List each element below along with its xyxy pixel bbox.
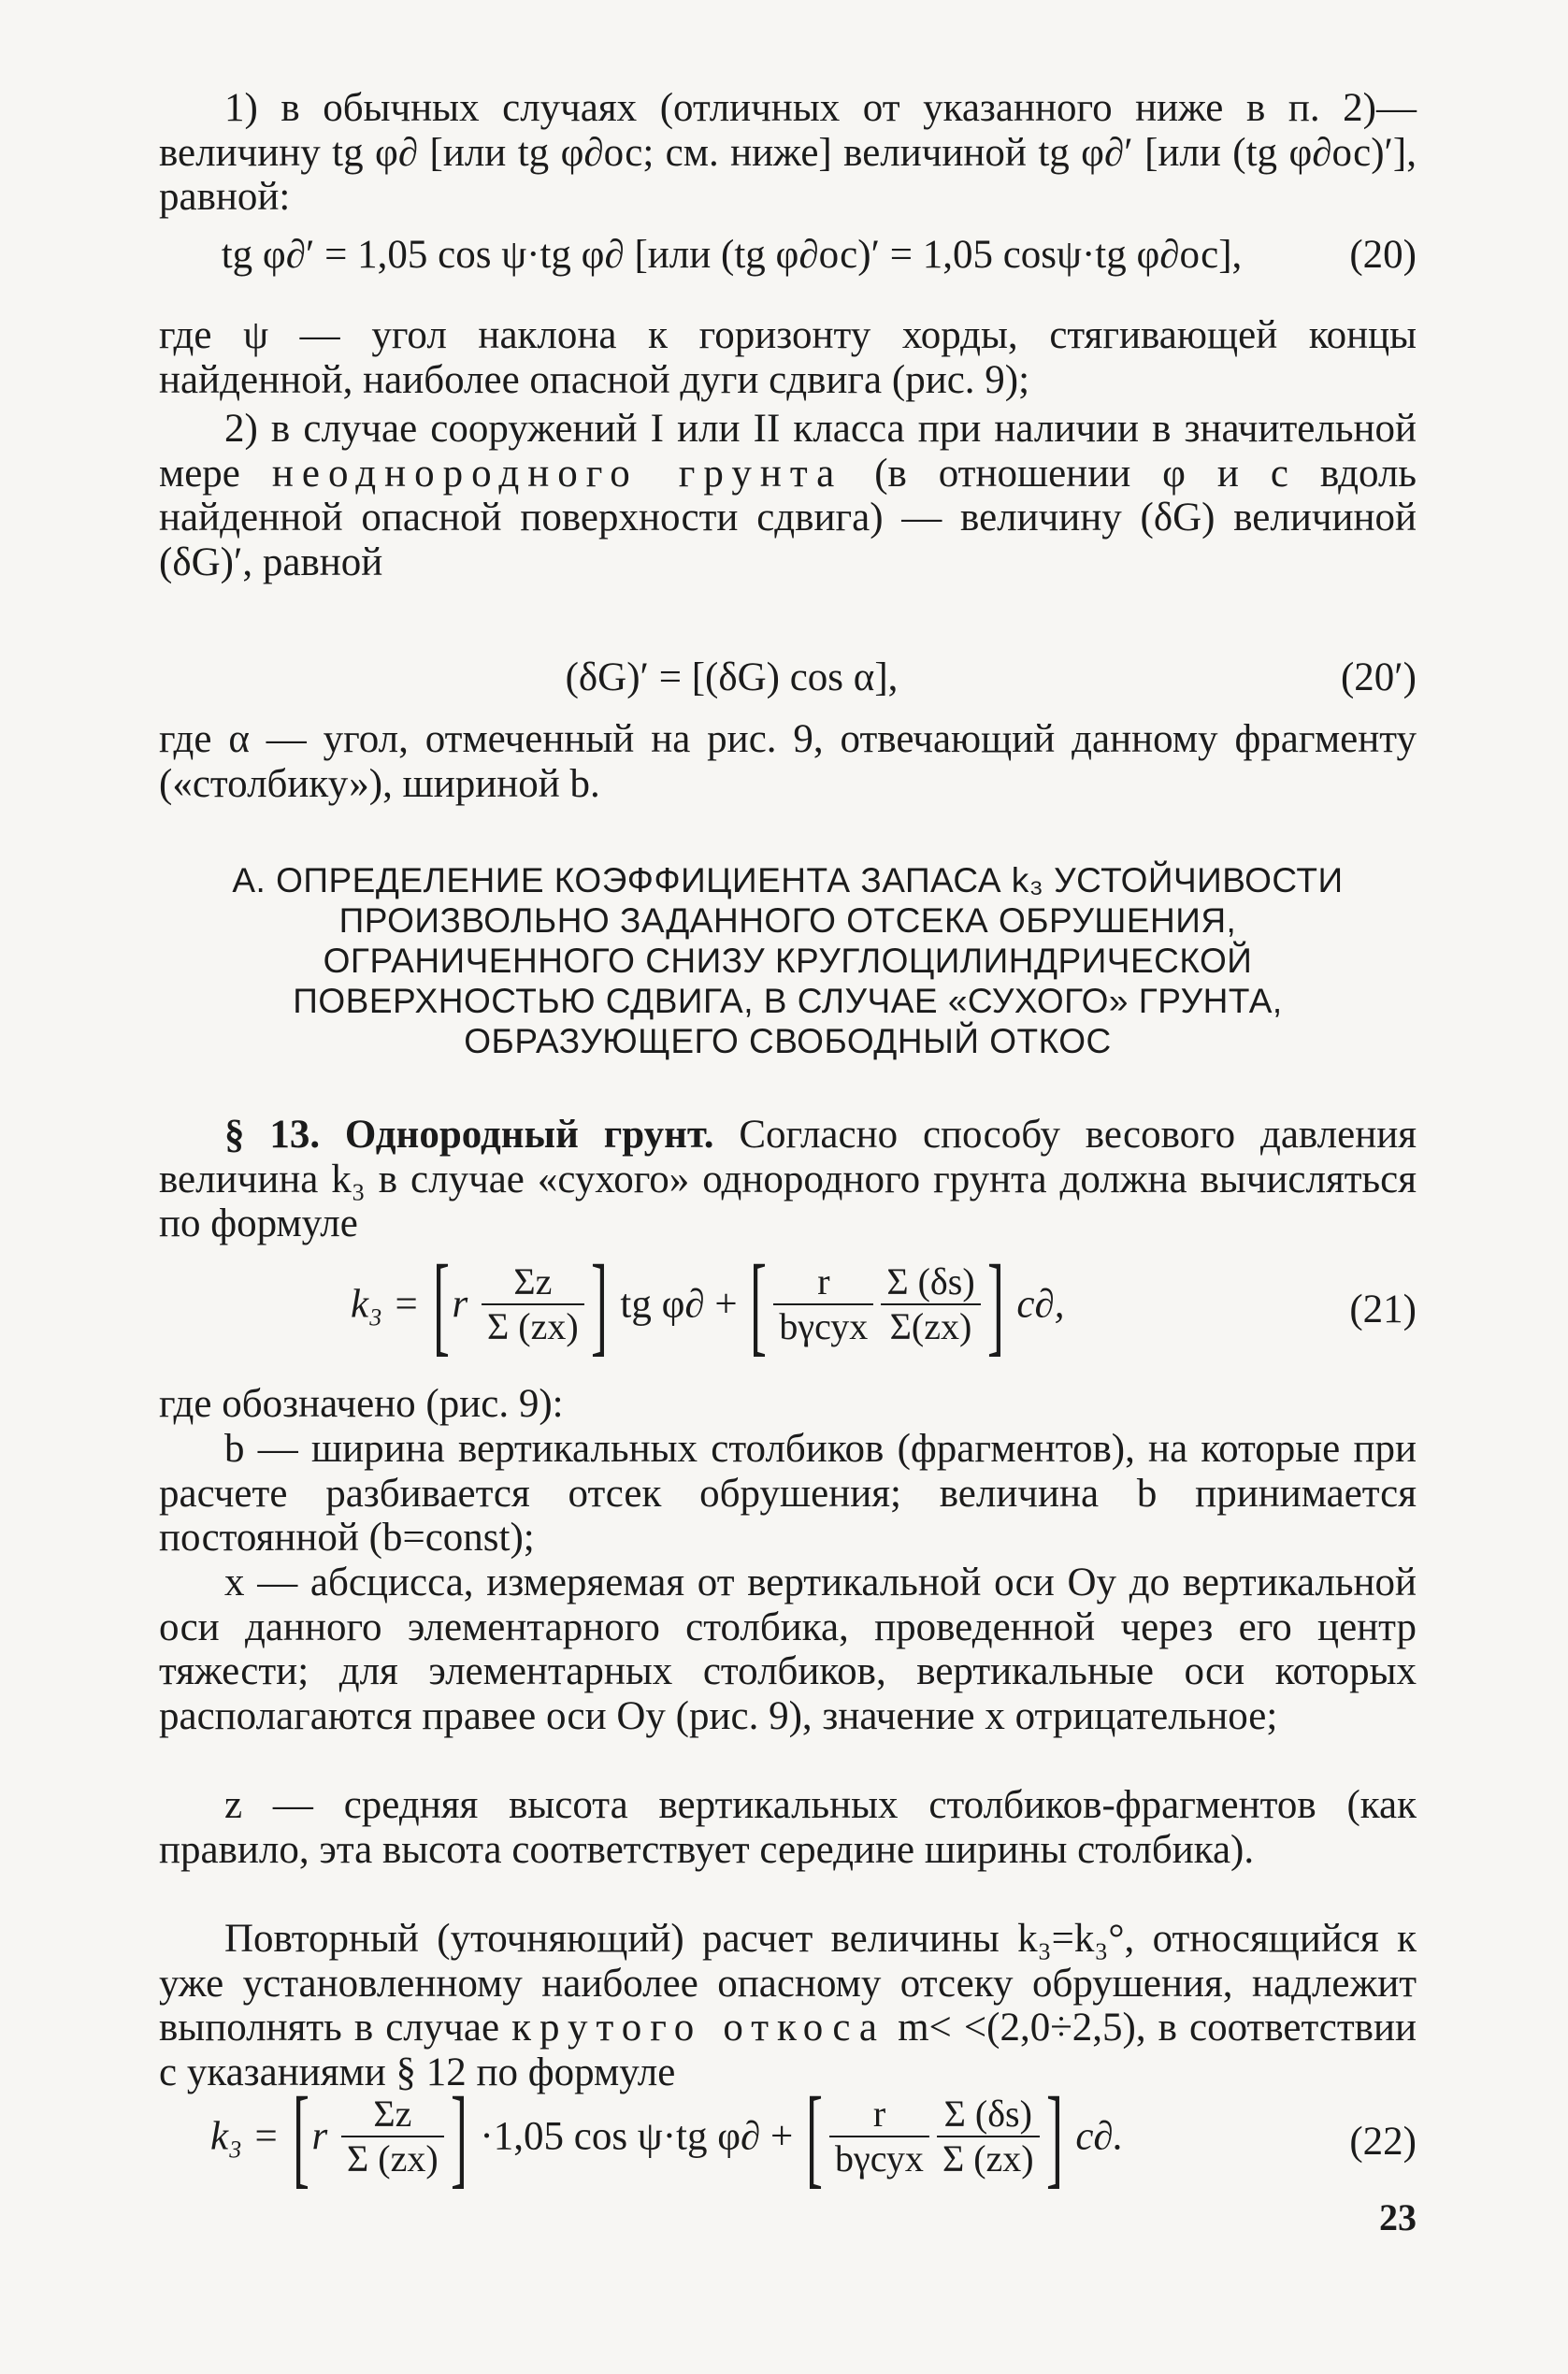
- section-13-paragraph: [159, 1113, 1417, 1246]
- equation-20-prime-number: (20′): [1340, 655, 1417, 699]
- equation-21: [159, 1242, 1417, 1374]
- definition-b: b — ширина вертикальных столбиков (фрагментов), на которые при расчете разбивается отсек обрушения; величина b принимается постоянной (b=const);: [159, 1427, 1417, 1560]
- item-2-part-a: 2) в случае сооружений I или II класса при наличии в значительной мере: [159, 407, 1417, 496]
- heading-line: ПРОИЗВОЛЬНО ЗАДАННОГО ОТСЕКА ОБРУШЕНИЯ,: [338, 901, 1237, 940]
- equation-20-prime: [159, 655, 1417, 711]
- equation-20-formula: tg φ∂′ = 1,05 cos ψ·tg φ∂ [или (tg φ∂ос)′ = 1,05 cosψ·tg φ∂ос],: [221, 233, 1243, 277]
- equation-20-prime-formula: (δG)′ = [(δG) cos α],: [565, 655, 899, 699]
- item-1-where: где ψ — угол наклона к горизонту хорды, стягивающей концы найденной, наиболее опасной дуги сдвига (рис. 9);: [159, 313, 1417, 402]
- equation-21-fraction-1: $\frac{\Sigma z}{\Sigma (zx)}$: [482, 1260, 584, 1348]
- equation-22-lhs: k₃ =: [210, 2114, 280, 2159]
- equation-21-lhs: k₃ =: [351, 1282, 420, 1327]
- section-heading: [159, 860, 1417, 1061]
- equation-20: [159, 232, 1417, 288]
- repeat-spaced-emphasis: крутого откоса: [511, 2006, 886, 2050]
- equation-21-fraction-3: $\frac{\Sigma (\delta s)}{\Sigma(zx)}$: [881, 1260, 980, 1348]
- definitions-intro: где обозначено (рис. 9):: [159, 1382, 564, 1426]
- equation-21-formula: k₃ = [r $\frac{\Sigma z}{\Sigma (zx)}$ ] tg φ∂ + [ $\frac{r}{\text{bγсух}}$ $\frac{\Sigma (\delta s)}{\Sigma(zx)}$ ] c∂,: [351, 1242, 1065, 1366]
- equation-20-number: (20): [1349, 233, 1417, 277]
- item-2-spaced-emphasis: неоднородного грунта: [271, 451, 843, 496]
- equation-21-mid: tg φ∂ +: [620, 1282, 738, 1327]
- page-number: 23: [1379, 2196, 1417, 2238]
- equation-22-number: (22): [1349, 2120, 1417, 2164]
- heading-line: А. ОПРЕДЕЛЕНИЕ КОЭФФИЦИЕНТА ЗАПАСА k₃ УСТОЙЧИВОСТИ: [232, 861, 1344, 899]
- heading-line: ОБРАЗУЮЩЕГО СВОБОДНЫЙ ОТКОС: [464, 1022, 1112, 1060]
- section-13-text: Согласно способу весового давления величина k₃ в случае «сухого» однородного грунта должна вычисляться по формуле: [159, 1113, 1417, 1245]
- repeat-part-a: Повторный (уточняющий) расчет величины k₃=k₃°, относящийся к уже установленному наиболее опасному отсеку обрушения, надлежит выполнять в случае: [159, 1917, 1417, 2050]
- equation-21-tail: c∂,: [1016, 1282, 1065, 1327]
- repeat-part-b: m< <(2,0÷2,5), в соответствии с указаниями § 12 по формуле: [159, 2006, 1417, 2094]
- section-13-title: § 13. Однородный грунт.: [224, 1113, 714, 1157]
- equation-22-mid: ·1,05 cos ψ·tg φ∂ +: [480, 2114, 794, 2159]
- equation-22-r: r: [311, 2114, 328, 2159]
- heading-line: ПОВЕРХНОСТЬЮ СДВИГА, В СЛУЧАЕ «СУХОГО» ГРУНТА,: [293, 982, 1283, 1020]
- heading-line: ОГРАНИЧЕННОГО СНИЗУ КРУГЛОЦИЛИНДРИЧЕСКОЙ: [323, 942, 1253, 980]
- definition-z: z — средняя высота вертикальных столбиков-фрагментов (как правило, эта высота соответствует середине ширины столбика).: [159, 1783, 1417, 1872]
- item-2-where: где α — угол, отмеченный на рис. 9, отвечающий данному фрагменту («столбику»), шириной b.: [159, 717, 1417, 806]
- item-2-part-b: (в отношении φ и c вдоль найденной опасной поверхности сдвига) — величину (δG) величиной (δG)′, равной: [159, 451, 1417, 584]
- equation-22-fraction-2: $\frac{r}{\text{bγсух}}$: [829, 2093, 929, 2180]
- equation-22-fraction-3: $\frac{\Sigma (\delta s)}{\Sigma (zx)}$: [937, 2093, 1040, 2180]
- equation-22-tail: c∂.: [1075, 2114, 1124, 2159]
- definition-x: x — абсцисса, измеряемая от вертикальной оси Oy до вертикальной оси данного элементарного столбика, проведенной через его центр тяжести; для элементарных столбиков, вертикальные оси которых располагаются правее оси Oy (рис. 9), значение x отрицательное;: [159, 1561, 1417, 1738]
- equation-21-number: (21): [1349, 1288, 1417, 1331]
- repeat-calculation-paragraph: [159, 1917, 1417, 2094]
- equation-21-fraction-2: $\frac{r}{\text{bγсух}}$: [773, 1260, 873, 1348]
- item-2-text: [159, 407, 1417, 584]
- equation-21-r: r: [452, 1282, 468, 1327]
- equation-22: [159, 2074, 1417, 2207]
- equation-22-formula: k₃ = [r $\frac{\Sigma z}{\Sigma (zx)}$ ] ·1,05 cos ψ·tg φ∂ + [ $\frac{r}{\text{bγсух}}$ $\frac{\Sigma (\delta s)}{\Sigma (zx)}$ ] c∂.: [210, 2074, 1124, 2198]
- item-1-text: 1) в обычных случаях (отличных от указанного ниже в п. 2)—величину tg φ∂ [или tg φ∂ос; см. ниже] величиной tg φ∂′ [или (tg φ∂ос)′], равной:: [159, 86, 1417, 219]
- equation-22-fraction-1: $\frac{\Sigma z}{\Sigma (zx)}$: [341, 2093, 444, 2180]
